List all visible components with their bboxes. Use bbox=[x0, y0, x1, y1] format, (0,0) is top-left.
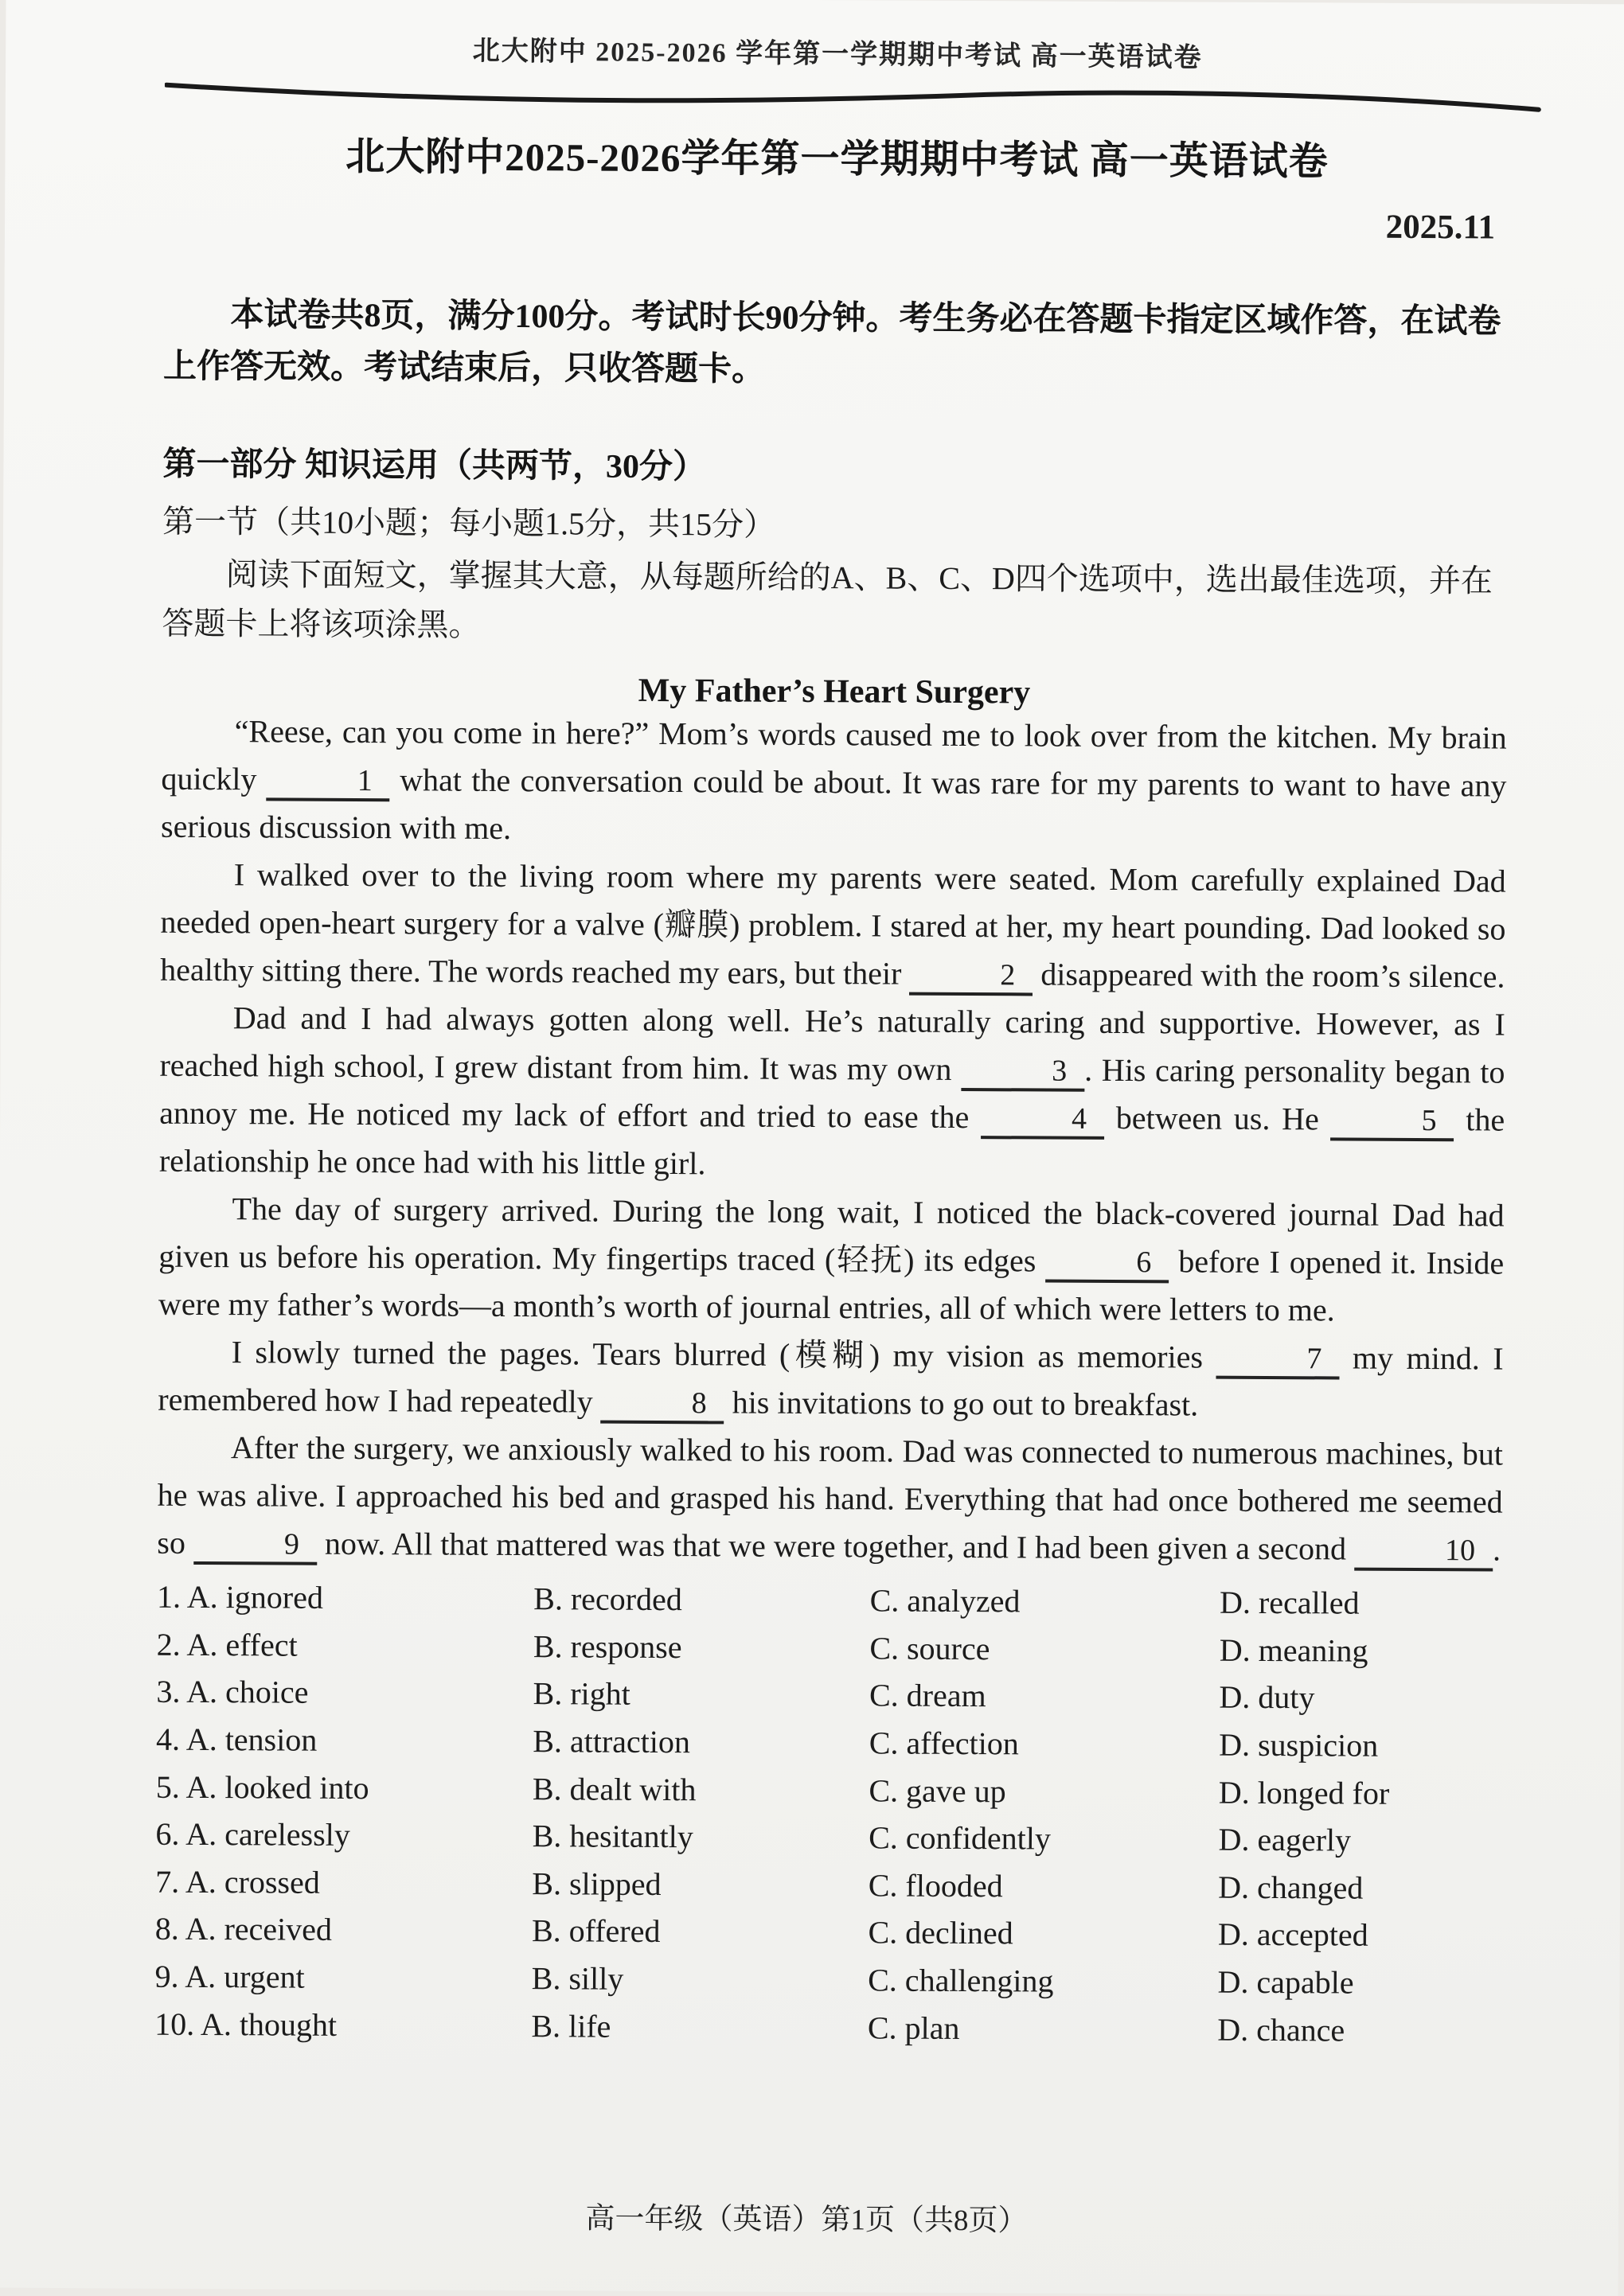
option-5-B: B. dealt with bbox=[532, 1770, 697, 1807]
cloze-blank-6: 6 bbox=[1045, 1246, 1169, 1284]
option-2-B: B. response bbox=[533, 1627, 682, 1665]
part1-heading: 第一部分 知识运用（共两节，30分） bbox=[162, 446, 707, 486]
option-4-A: 4. A. tension bbox=[155, 1721, 318, 1758]
cloze-blank-4: 4 bbox=[981, 1102, 1104, 1140]
option-6-C: C. confidently bbox=[869, 1819, 1052, 1857]
option-8-C: C. declined bbox=[868, 1914, 1013, 1951]
cloze-blank-9: 9 bbox=[193, 1528, 317, 1565]
cloze-blank-10: 10 bbox=[1354, 1534, 1493, 1572]
option-1-D: D. recalled bbox=[1219, 1584, 1360, 1621]
option-5-D: D. longed for bbox=[1218, 1774, 1390, 1811]
option-3-A: 3. A. choice bbox=[156, 1674, 309, 1711]
option-7-D: D. changed bbox=[1218, 1869, 1364, 1906]
cloze-blank-1: 1 bbox=[267, 765, 390, 802]
question-row-4 bbox=[156, 1716, 1501, 1770]
question-row-7 bbox=[155, 1857, 1501, 1912]
option-9-D: D. capable bbox=[1217, 1963, 1354, 2001]
option-3-D: D. duty bbox=[1219, 1679, 1315, 1716]
exam-notice: 本试卷共8页，满分100分。考试时长90分钟。考生务必在答题卡指定区域作答，在试卷上作答无效。考试结束后，只收答题卡。 bbox=[162, 297, 1501, 388]
option-1-C: C. analyzed bbox=[869, 1582, 1021, 1620]
option-2-A: 2. A. effect bbox=[156, 1626, 298, 1663]
option-8-A: 8. A. received bbox=[154, 1911, 333, 1948]
cloze-passage bbox=[157, 708, 1507, 1574]
option-7-A: 7. A. crossed bbox=[155, 1863, 320, 1900]
option-3-B: B. right bbox=[533, 1675, 630, 1713]
section1-heading: 第一节（共10小题；每小题1.5分，共15分） bbox=[162, 503, 776, 543]
question-row-9 bbox=[154, 1953, 1500, 2007]
question-row-1 bbox=[157, 1573, 1502, 1627]
cloze-options-list bbox=[154, 1573, 1502, 2055]
option-10-C: C. plan bbox=[867, 2009, 960, 2046]
option-8-D: D. accepted bbox=[1217, 1916, 1368, 1954]
cloze-blank-8: 8 bbox=[601, 1387, 724, 1425]
option-10-B: B. life bbox=[531, 2007, 611, 2045]
exam-date: 2025.11 bbox=[1385, 208, 1496, 247]
option-4-B: B. attraction bbox=[533, 1723, 691, 1760]
option-1-B: B. recorded bbox=[533, 1581, 682, 1618]
option-6-D: D. eagerly bbox=[1218, 1821, 1352, 1858]
option-6-B: B. hesitantly bbox=[532, 1818, 693, 1855]
passage-paragraph: I walked over to the living room where my parents were seated. Mom carefully explained Dad needed open-heart surgery for a valve (瓣膜) problem. I stared at her, my heart pounding. Dad looked so healthy sitting there. The words reached my ears, but their 2 disappeared with the room’s silence. bbox=[160, 856, 1506, 995]
question-row-5 bbox=[156, 1763, 1501, 1817]
option-7-B: B. slipped bbox=[532, 1865, 662, 1902]
passage-paragraph: “Reese, can you come in here?” Mom’s words caused me to look over from the kitchen. My brain quickly 1 what the conversation could be about. It was rare for my parents to want to have any serious discussion with me. bbox=[160, 713, 1507, 847]
question-row-3 bbox=[156, 1668, 1501, 1722]
cloze-blank-7: 7 bbox=[1216, 1343, 1339, 1380]
question-row-2 bbox=[157, 1620, 1502, 1674]
option-3-C: C. dream bbox=[869, 1677, 986, 1714]
running-header: 北大附中 2025-2026 学年第一学期期中考试 高一英语试卷 bbox=[472, 36, 1203, 73]
question-row-6 bbox=[155, 1811, 1501, 1865]
option-9-C: C. challenging bbox=[868, 1962, 1054, 1999]
passage-paragraph: After the surgery, we anxiously walked to his room. Dad was connected to numerous machines, but he was alive. I approached his bed and grasped his hand. Everything that had once bothered me seemed so 9 now. All that mattered was that we were together, and I had been given a second 10 . bbox=[157, 1424, 1503, 1574]
question-row-8 bbox=[155, 1905, 1501, 1959]
option-6-A: 6. A. carelessly bbox=[155, 1815, 350, 1854]
passage-title: My Father’s Heart Surgery bbox=[638, 672, 1031, 711]
option-10-D: D. chance bbox=[1217, 2011, 1345, 2048]
question-row-10 bbox=[154, 2000, 1500, 2054]
option-9-A: 9. A. urgent bbox=[154, 1958, 305, 1995]
cloze-blank-2: 2 bbox=[909, 959, 1033, 996]
option-4-D: D. suspicion bbox=[1219, 1726, 1379, 1764]
option-1-A: 1. A. ignored bbox=[156, 1578, 324, 1616]
cloze-blank-5: 5 bbox=[1330, 1105, 1454, 1142]
passage-paragraph: I slowly turned the pages. Tears blurred (模糊) my vision as memories 7 my mind. I remembered how I had repeatedly 8 his invitations to go out to breakfast. bbox=[158, 1334, 1504, 1423]
option-2-C: C. source bbox=[869, 1630, 990, 1666]
section1-instructions: 阅读下面短文，掌握其大意，从每题所给的A、B、C、D四个选项中，选出最佳选项，并在答题卡上将该项涂黑。 bbox=[162, 556, 1493, 643]
passage-paragraph: The day of surgery arrived. During the long wait, I noticed the black-covered journal Dad had given us before his operation. My fingertips traced (轻抚) its edges 6 before I opened it. Inside were my father’s words—a month’s worth of journal entries, all of which were letters to me. bbox=[158, 1191, 1505, 1328]
option-8-B: B. offered bbox=[531, 1912, 661, 1950]
cloze-blank-3: 3 bbox=[961, 1054, 1084, 1092]
page-footer: 高一年级（英语）第1页（共8页） bbox=[585, 2202, 1028, 2238]
option-2-D: D. meaning bbox=[1219, 1631, 1368, 1669]
page-title: 北大附中2025-2026学年第一学期期中考试 高一英语试卷 bbox=[345, 134, 1329, 184]
option-7-C: C. flooded bbox=[868, 1867, 1003, 1904]
option-5-A: 5. A. looked into bbox=[155, 1768, 369, 1806]
option-5-C: C. gave up bbox=[869, 1772, 1006, 1809]
option-9-B: B. silly bbox=[531, 1960, 624, 1997]
option-4-C: C. affection bbox=[869, 1725, 1019, 1762]
passage-paragraph: Dad and I had always gotten along well. He’s naturally caring and supportive. However, as I reached high school, I grew distant from him. It was my own 3 . His caring personality began to annoy me. He noticed my lack of effort and tried to ease the 4 between us. He 5 the relationship he once had with his little girl. bbox=[158, 1000, 1505, 1182]
option-10-A: 10. A. thought bbox=[154, 2006, 338, 2043]
header-divider-line bbox=[165, 79, 1542, 118]
